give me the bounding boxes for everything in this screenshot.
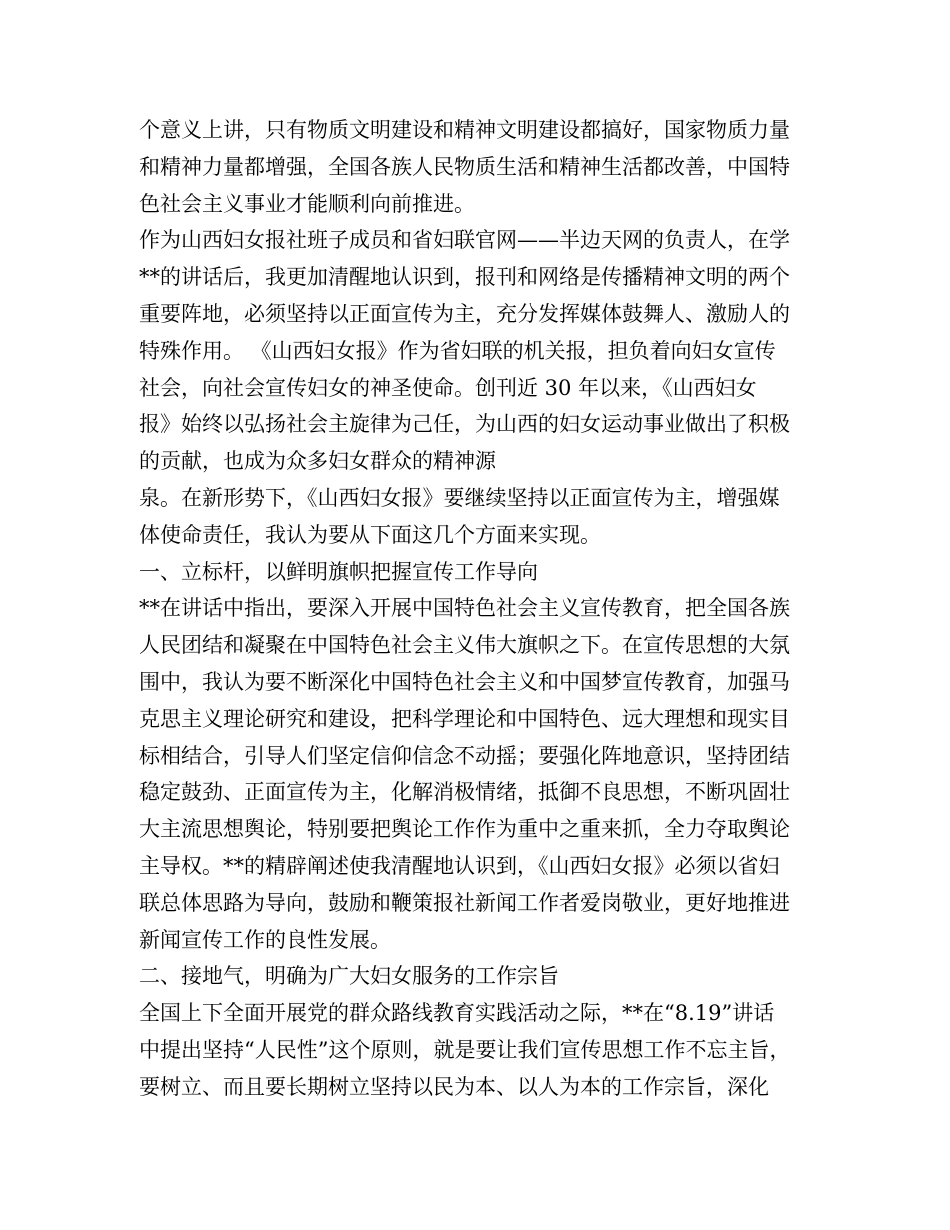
text-line: 泉。在新形势下，《山西妇女报》要继续坚持以正面宣传为主，增强媒: [139, 485, 780, 510]
text-line: 个意义上讲，只有物质文明建设和精神文明建设都搞好，国家物质力量: [139, 118, 790, 142]
text-line: 联总体思路为导向，鼓励和鞭策报社新闻工作者爱岗敬业，更好地推进: [139, 890, 790, 915]
text-line: 特殊作用。 《山西妇女报》作为省妇联的机关报，担负着向妇女宣传: [139, 338, 776, 363]
text-line: 大主流思想舆论，特别要把舆论工作作为重中之重来抓，全力夺取舆论: [139, 817, 790, 842]
text-line: 要树立、而且要长期树立坚持以民为本、以人为本的工作宗旨，深化: [139, 1074, 769, 1099]
text-line: 和精神力量都增强，全国各族人民物质生活和精神生活都改善，中国特: [139, 154, 790, 179]
text-line: 全国上下全面开展党的群众路线教育实践活动之际，**在“8.19”讲话: [139, 1001, 775, 1026]
text-line: 社会，向社会宣传妇女的神圣使命。创刊近 30 年以来，《山西妇女: [139, 375, 757, 400]
text-line: 中提出坚持“人民性”这个原则，就是要让我们宣传思想工作不忘主旨，: [139, 1037, 791, 1062]
section-heading: 二、接地气，明确为广大妇女服务的工作宗旨: [139, 964, 559, 989]
text-line: **的讲话后，我更加清醒地认识到，报刊和网络是传播精神文明的两个: [139, 265, 790, 290]
text-line: 主导权。**的精辟阐述使我清醒地认识到，《山西妇女报》必须以省妇: [139, 853, 780, 878]
text-line: 色社会主义事业才能顺利向前推进。: [139, 191, 475, 216]
section-heading: 一、立标杆，以鲜明旗帜把握宣传工作导向: [139, 559, 538, 584]
text-line: 稳定鼓劲、正面宣传为主，化解消极情绪，抵御不良思想，不断巩固壮: [139, 780, 790, 805]
text-line: 体使命责任，我认为要从下面这几个方面来实现。: [139, 522, 601, 547]
text-line: 围中，我认为要不断深化中国特色社会主义和中国梦宣传教育，加强马: [139, 669, 790, 694]
text-line: 作为山西妇女报社班子成员和省妇联官网——半边天网的负责人，在学: [139, 228, 790, 253]
document-body: [139, 112, 819, 1106]
text-line: 标相结合，引导人们坚定信仰信念不动摇；要强化阵地意识，坚持团结: [139, 743, 790, 768]
text-line: **在讲话中指出，要深入开展中国特色社会主义宣传教育，把全国各族: [139, 596, 790, 621]
text-line: 新闻宣传工作的良性发展。: [139, 927, 391, 952]
text-line: 克思主义理论研究和建设，把科学理论和中国特色、远大理想和现实目: [139, 706, 790, 731]
text-line: 重要阵地，必须坚持以正面宣传为主，充分发挥媒体鼓舞人、激励人的: [139, 301, 790, 326]
text-line: 报》始终以弘扬社会主旋律为己任，为山西的妇女运动事业做出了积极: [139, 412, 790, 437]
text-line: 的贡献，也成为众多妇女群众的精神源: [139, 449, 496, 474]
text-line: 人民团结和凝聚在中国特色社会主义伟大旗帜之下。在宣传思想的大氛: [139, 633, 790, 658]
